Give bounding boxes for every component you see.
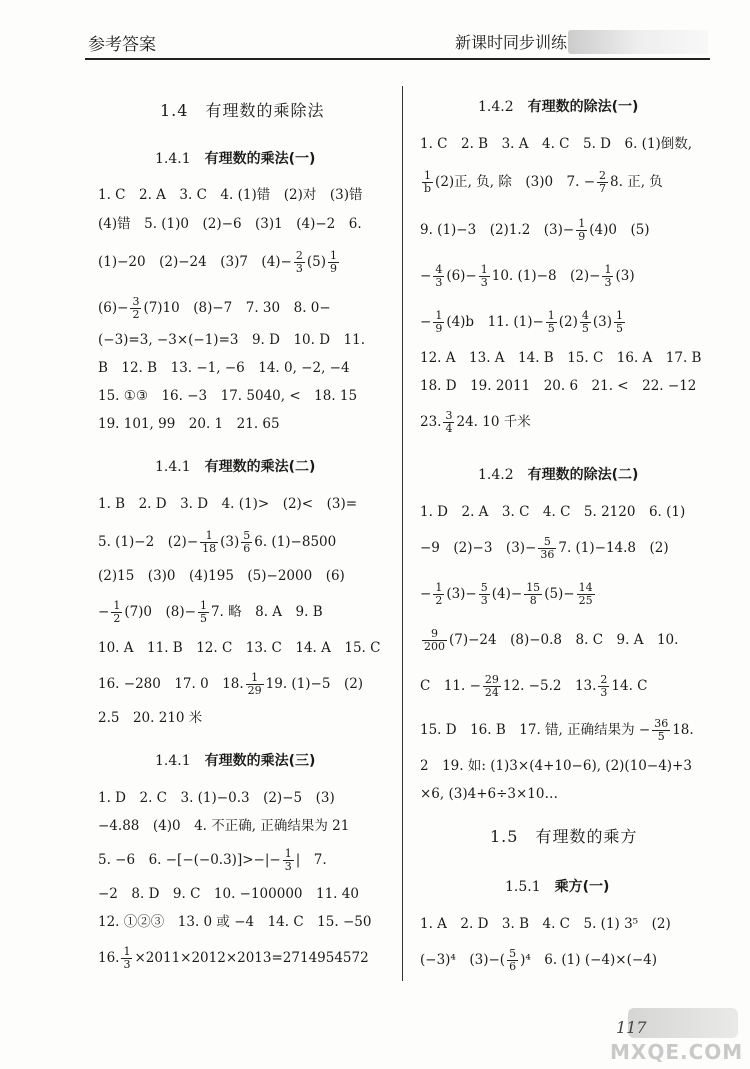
- answer-text: (3): [615, 268, 635, 284]
- answer-text: −: [420, 268, 432, 284]
- answer-line: 15. ①③ 16. −3 17. 5040, < 18. 15: [98, 388, 358, 404]
- subsection-number: 1.5.1: [505, 879, 541, 895]
- subsection-number: 1.4.2: [478, 467, 514, 483]
- answer-text: 24. 10 千米: [456, 414, 531, 430]
- section-heading-1-4: 1.4 有理数的乘除法: [160, 101, 325, 120]
- answer-text: −: [420, 586, 432, 602]
- answer-text: (2)正, 负, 除 (3)0 7. −: [435, 174, 596, 190]
- answer-text: 9. (1)−3 (2)1.2 (3)−: [420, 222, 575, 238]
- answer-text: (5)−: [544, 586, 575, 602]
- fraction: $\frac{1}{3}$: [480, 263, 488, 289]
- answer-line: 2 19. 如: (1)3×(4+10−6), (2)(10−4)+3: [420, 758, 692, 774]
- page-number: 117: [616, 1018, 647, 1037]
- subsection-heading: [478, 464, 638, 484]
- fraction: $\frac{4}{5}$: [581, 309, 589, 335]
- fraction: $\frac{1}{2}$: [435, 581, 443, 607]
- answer-text: (4)0 (5): [589, 222, 650, 238]
- fraction: $\frac{1}{2}$: [113, 599, 121, 625]
- header-decoration: [568, 30, 708, 54]
- subsection-title: 乘方(一): [554, 879, 610, 895]
- answer-text: 8. 正, 负: [610, 174, 663, 190]
- answer-text: (3)−: [446, 586, 477, 602]
- subsection-title: 有理数的乘法(二): [204, 459, 316, 475]
- answer-text: (6)−: [98, 300, 129, 316]
- answer-text: (2): [558, 314, 578, 330]
- answer-text: 10. (1)−8 (2)−: [491, 268, 601, 284]
- answer-text: 6. (1)−8500: [254, 534, 337, 550]
- answer-line: [98, 848, 327, 873]
- fraction: $\frac{1}{5}$: [616, 309, 624, 335]
- fraction: $\frac{1}{3}$: [284, 847, 292, 873]
- fraction: $\frac{1}{18}$: [202, 529, 217, 555]
- fraction: $\frac{1}{3}$: [123, 945, 131, 971]
- answer-text: (6)−: [446, 268, 477, 284]
- answer-text: 7. 略 8. A 9. B: [210, 604, 323, 620]
- answer-text: 16. −280 17. 0 18.: [98, 676, 244, 692]
- answer-text: 23.: [420, 414, 442, 430]
- answer-text: ×2011×2012×2013=2714954572: [134, 950, 369, 966]
- answer-line: [98, 600, 323, 625]
- answer-line: 1. C 2. B 3. A 4. C 5. D 6. (1)倒数,: [420, 136, 693, 152]
- answer-text: | 7.: [295, 852, 327, 868]
- fraction: $\frac{15}{8}$: [526, 581, 541, 607]
- answer-line: ×6, (3)4+6÷3×10…: [420, 786, 558, 802]
- answer-line: [420, 674, 648, 699]
- answer-text: −: [98, 604, 110, 620]
- answer-line: [98, 250, 341, 275]
- section-heading-1-5: 1.5 有理数的乘方: [490, 827, 638, 846]
- answer-line: (2)15 (3)0 (4)195 (5)−2000 (6): [98, 568, 345, 584]
- answer-line: [420, 264, 635, 289]
- fraction: $\frac{1}{5}$: [199, 599, 207, 625]
- answer-line: 18. D 19. 2011 20. 6 21. < 22. −12: [420, 378, 697, 394]
- answer-line: B 12. B 13. −1, −6 14. 0, −2, −4: [98, 360, 350, 376]
- answer-line: 12. A 13. A 14. B 15. C 16. A 17. B: [420, 350, 702, 366]
- answer-text: −: [420, 314, 432, 330]
- answer-line: [420, 628, 678, 653]
- fraction: $\frac{1}{9}$: [578, 217, 586, 243]
- answer-text: (7)−24 (8)−0.8 8. C 9. A 10.: [449, 632, 679, 648]
- subsection-title: 有理数的除法(二): [527, 467, 639, 483]
- fraction: $\frac{29}{24}$: [484, 673, 499, 699]
- answer-text: C 11. −: [420, 678, 481, 694]
- subsection-number: 1.4.2: [478, 99, 514, 115]
- subsection-number: 1.4.1: [155, 753, 191, 769]
- answer-text: (4)b 11. (1)−: [446, 314, 544, 330]
- fraction: $\frac{3}{2}$: [132, 295, 140, 321]
- header-rule: [85, 58, 710, 60]
- fraction: $\frac{1}{9}$: [330, 249, 337, 275]
- subsection-title: 有理数的乘法(三): [204, 753, 316, 769]
- header-left: 参考答案: [88, 35, 156, 55]
- answer-text: 5. −6 6. −[−(−0.3)]>−|−: [98, 852, 281, 868]
- fraction: $\frac{9}{200}$: [424, 627, 445, 653]
- answer-line: [420, 218, 650, 243]
- answer-line: 1. D 2. A 3. C 4. C 5. 2120 6. (1): [420, 504, 686, 520]
- answer-line: 1. D 2. C 3. (1)−0.3 (2)−5 (3): [98, 790, 335, 806]
- fraction: $\frac{1}{5}$: [547, 309, 555, 335]
- answer-text: (4)−: [491, 586, 523, 602]
- answer-text: (3): [592, 314, 613, 330]
- answer-text: 19. (1)−5 (2): [265, 676, 364, 692]
- fraction: $\frac{5}{36}$: [540, 535, 555, 561]
- fraction: $\frac{1}{9}$: [435, 309, 443, 335]
- fraction: $\frac{36}{5}$: [654, 717, 669, 743]
- subsection-title: 有理数的除法(一): [527, 99, 639, 115]
- answer-line: [420, 170, 663, 195]
- subsection-heading: [505, 876, 609, 896]
- fraction: $\frac{14}{25}$: [578, 581, 593, 607]
- fraction: $\frac{3}{4}$: [445, 409, 453, 435]
- fraction: $\frac{1}{b}$: [424, 169, 432, 195]
- answer-line: 2.5 20. 210 米: [98, 710, 203, 726]
- answer-line: −2 8. D 9. C 10. −100000 11. 40: [98, 886, 359, 902]
- answer-line: [98, 672, 363, 697]
- fraction: $\frac{5}{6}$: [243, 529, 251, 555]
- answer-line: (4)错 5. (1)0 (2)−6 (3)1 (4)−2 6.: [98, 216, 362, 232]
- watermark-text: MXQE.COM: [610, 1040, 744, 1064]
- answer-line: [420, 718, 694, 743]
- answer-text: −9 (2)−3 (3)−: [420, 540, 537, 556]
- answer-text: 14. C: [611, 678, 648, 694]
- answer-line: 19. 101, 99 20. 1 21. 65: [98, 416, 280, 432]
- answer-line: [420, 948, 657, 973]
- fraction: $\frac{2}{3}$: [295, 249, 303, 275]
- subsection-number: 1.4.1: [155, 151, 191, 167]
- answer-text: 5. (1)−2 (2)−: [98, 534, 199, 550]
- subsection-number: 1.4.1: [155, 459, 191, 475]
- answer-line: (−3)=3, −3×(−1)=3 9. D 10. D 11.: [98, 332, 366, 348]
- subsection-title: 有理数的乘法(一): [204, 151, 316, 167]
- answer-line: [420, 410, 531, 435]
- answer-text: (5): [306, 254, 326, 270]
- fraction: $\frac{5}{6}$: [509, 947, 517, 973]
- answer-line: 1. C 2. A 3. C 4. (1)错 (2)对 (3)错: [98, 187, 363, 203]
- answer-line: [420, 582, 597, 607]
- answer-text: (1)−20 (2)−24 (3)7 (4)−: [98, 254, 292, 270]
- answer-text: 15. D 16. B 17. 错, 正确结果为 −: [420, 722, 651, 738]
- header-right: 新课时同步训练: [455, 33, 568, 52]
- fraction: $\frac{5}{3}$: [480, 581, 488, 607]
- answer-text: (−3)⁴ (3)−(: [420, 952, 506, 968]
- subsection-heading: [478, 96, 638, 116]
- fraction: $\frac{2}{7}$: [599, 169, 607, 195]
- subsection-heading: [155, 750, 315, 770]
- fraction: $\frac{1}{3}$: [604, 263, 612, 289]
- answer-line: −4.88 (4)0 4. 不正确, 正确结果为 21: [98, 818, 350, 834]
- subsection-heading: [155, 148, 315, 168]
- column-divider: [402, 86, 403, 981]
- fraction: $\frac{4}{3}$: [435, 263, 443, 289]
- answer-line: 1. A 2. D 3. B 4. C 5. (1) 3⁵ (2): [420, 916, 671, 932]
- answer-text: 7. (1)−14.8 (2): [558, 540, 669, 556]
- answer-line: [420, 310, 627, 335]
- answer-text: 12. −5.2 13.: [502, 678, 597, 694]
- fraction: $\frac{1}{29}$: [247, 671, 262, 697]
- answer-line: [98, 296, 331, 321]
- answer-text: (7)10 (8)−7 7. 30 8. 0−: [143, 300, 331, 316]
- answer-line: 12. ①②③ 13. 0 或 −4 14. C 15. −50: [98, 914, 372, 930]
- answer-text: )⁴ 6. (1) (−4)×(−4): [520, 952, 658, 968]
- answer-text: (3): [220, 534, 240, 550]
- fraction: $\frac{2}{3}$: [600, 673, 608, 699]
- subsection-heading: [155, 456, 315, 476]
- answer-line: 1. B 2. D 3. D 4. (1)> (2)< (3)=: [98, 496, 358, 512]
- answer-text: 16.: [98, 950, 120, 966]
- answer-line: [98, 530, 336, 555]
- answer-line: 10. A 11. B 12. C 13. C 14. A 15. C: [98, 640, 381, 656]
- answer-text: 18.: [672, 722, 694, 738]
- answer-line: [420, 536, 669, 561]
- answer-line: [98, 946, 369, 971]
- answer-text: (7)0 (8)−: [124, 604, 196, 620]
